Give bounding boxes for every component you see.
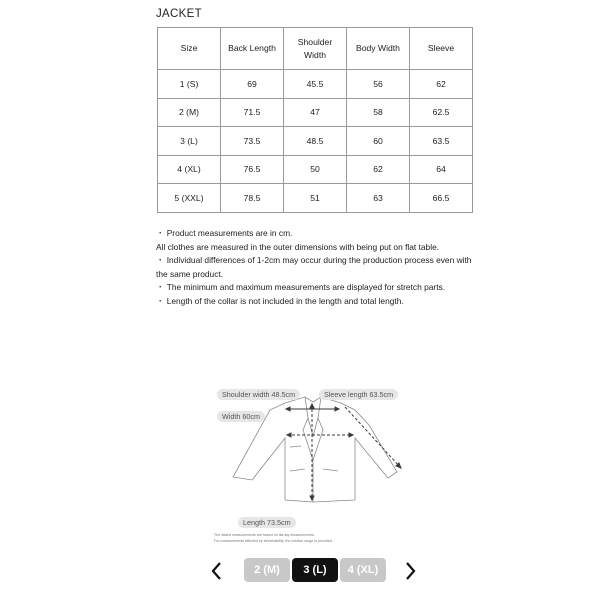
table-cell: 66.5 bbox=[410, 184, 473, 213]
table-cell: 69 bbox=[221, 70, 284, 99]
table-cell: 51 bbox=[284, 184, 347, 213]
table-row bbox=[158, 98, 473, 127]
note-text: ・ The minimum and maximum measurements are displayed for stretch parts. bbox=[156, 282, 446, 293]
length-label: Length 73.5cm bbox=[238, 517, 296, 528]
table-cell: 73.5 bbox=[221, 127, 284, 156]
sleeve-length-label: Sleeve length 63.5cm bbox=[319, 389, 398, 400]
header-sleeve: Sleeve bbox=[410, 28, 473, 70]
table-cell: 58 bbox=[347, 98, 410, 127]
table-cell: 2 (M) bbox=[158, 98, 221, 127]
shoulder-width-label: Shoulder width 48.5cm bbox=[217, 389, 300, 400]
table-cell: 78.5 bbox=[221, 184, 284, 213]
header-back-length: Back Length bbox=[221, 28, 284, 70]
header-size: Size bbox=[158, 28, 221, 70]
header-body-width: Body Width bbox=[347, 28, 410, 70]
size-button-l[interactable]: 3 (L) bbox=[292, 558, 338, 582]
table-row bbox=[158, 127, 473, 156]
table-cell: 60 bbox=[347, 127, 410, 156]
chevron-left-icon[interactable] bbox=[209, 559, 225, 583]
note-text: ・ Individual differences of 1-2cm may occur during the production process even with the same product. bbox=[156, 255, 472, 279]
jacket-measurement-diagram bbox=[205, 380, 425, 550]
table-cell: 71.5 bbox=[221, 98, 284, 127]
table-cell: 63.5 bbox=[410, 127, 473, 156]
table-cell: 47 bbox=[284, 98, 347, 127]
table-cell: 4 (XL) bbox=[158, 155, 221, 184]
chevron-right-icon[interactable] bbox=[402, 559, 418, 583]
table-cell: 3 (L) bbox=[158, 127, 221, 156]
table-header-row bbox=[158, 28, 473, 70]
note-text: ・ Length of the collar is not included in the length and total length. bbox=[156, 295, 404, 306]
table-cell: 62 bbox=[347, 155, 410, 184]
note-text: All clothes are measured in the outer dimensions with being put on flat table. bbox=[156, 241, 440, 252]
table-cell: 45.5 bbox=[284, 70, 347, 99]
table-cell: 62.5 bbox=[410, 98, 473, 127]
table-cell: 76.5 bbox=[221, 155, 284, 184]
fine-print: For measurements affected by stretchability, the median range is provided. bbox=[214, 539, 333, 543]
note-text: ・ Product measurements are in cm. bbox=[156, 228, 293, 238]
width-label: Width 60cm bbox=[217, 411, 265, 422]
table-cell: 1 (S) bbox=[158, 70, 221, 99]
size-button-m[interactable]: 2 (M) bbox=[244, 558, 290, 582]
page-title: JACKET bbox=[156, 8, 202, 20]
measurement-notes bbox=[156, 227, 476, 309]
table-cell: 62 bbox=[410, 70, 473, 99]
table-cell: 50 bbox=[284, 155, 347, 184]
table-cell: 63 bbox=[347, 184, 410, 213]
header-shoulder-width: Shoulder Width bbox=[284, 28, 347, 70]
table-row bbox=[158, 155, 473, 184]
table-cell: 56 bbox=[347, 70, 410, 99]
table-row bbox=[158, 184, 473, 213]
table-cell: 5 (XXL) bbox=[158, 184, 221, 213]
size-table bbox=[157, 27, 473, 213]
size-pager bbox=[0, 557, 600, 585]
table-cell: 64 bbox=[410, 155, 473, 184]
table-cell: 48.5 bbox=[284, 127, 347, 156]
fine-print: The stated measurements are based on flat-lay measurements. bbox=[214, 533, 316, 537]
table-row bbox=[158, 70, 473, 99]
size-button-xl[interactable]: 4 (XL) bbox=[340, 558, 386, 582]
